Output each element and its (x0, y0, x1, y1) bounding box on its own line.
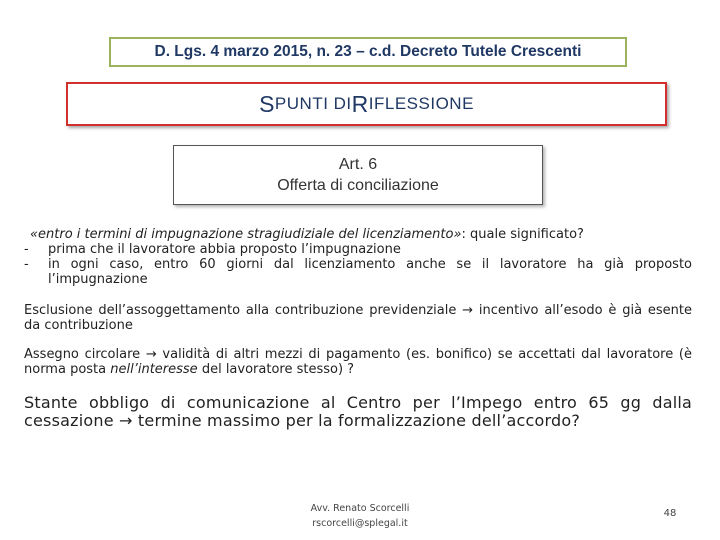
paragraph-text: Assegno circolare (24, 347, 146, 362)
bullet-text: in ogni caso, entro 60 giorni dal licenziamento anche se il lavoratore ha già proposto l’impugnazione (48, 257, 692, 287)
paragraph-text: termine massimo per la formalizzazione dell’accordo? (132, 411, 581, 430)
paragraph-text: incentivo all’esodo è già esente da contribuzione (24, 303, 692, 333)
paragraph-text: del lavoratore stesso) ? (197, 362, 355, 377)
bullet-dash: - (24, 242, 29, 257)
article-title: Offerta di conciliazione (277, 177, 439, 194)
page-number: 48 (663, 508, 677, 519)
quoted-text: «entro i termini di impugnazione stragiudiziale del licenziamento» (30, 227, 462, 242)
paragraph-exclusion (24, 303, 692, 333)
right-arrow-icon: → (119, 411, 133, 430)
author-email: rscorcelli@splegal.it (312, 518, 408, 529)
bullet-item (24, 242, 692, 257)
section-text-part1: PUNTI DI (274, 94, 352, 113)
header-title: D. Lgs. 4 marzo 2015, n. 23 – c.d. Decreto Tutele Crescenti (154, 43, 582, 60)
bullet-item (24, 257, 692, 287)
section-heading (66, 82, 667, 126)
paragraph-text: Esclusione dell’assoggettamento alla contribuzione previdenziale (24, 303, 463, 318)
paragraph-question (24, 227, 692, 287)
bullet-dash: - (24, 257, 29, 272)
footer-author (290, 501, 430, 531)
right-arrow-icon: → (145, 347, 157, 362)
section-text-part2: IFLESSIONE (368, 94, 474, 113)
author-name: Avv. Renato Scorcelli (310, 503, 410, 514)
question-line (24, 227, 692, 242)
paragraph-communication (24, 394, 692, 430)
article-box (173, 145, 543, 205)
paragraph-text: validità di altri mezzi di pagamento (es. bonifico) se accettati dal lavoratore (è norma posta (24, 347, 693, 377)
article-number: Art. 6 (338, 156, 378, 173)
bullet-text: prima che il lavoratore abbia proposto l’impugnazione (48, 242, 401, 257)
section-initial-r: R (351, 90, 369, 117)
paragraph-payment (24, 347, 692, 377)
section-initial-s: S (259, 90, 275, 117)
document-header (109, 37, 627, 67)
question-text: : quale significato? (461, 227, 584, 242)
right-arrow-icon: → (462, 303, 474, 318)
italic-text: nell’interesse (110, 362, 198, 377)
paragraph-text: Stante obbligo di comunicazione al Centro per l’Impego entro 65 gg dalla cessazione (24, 393, 692, 430)
